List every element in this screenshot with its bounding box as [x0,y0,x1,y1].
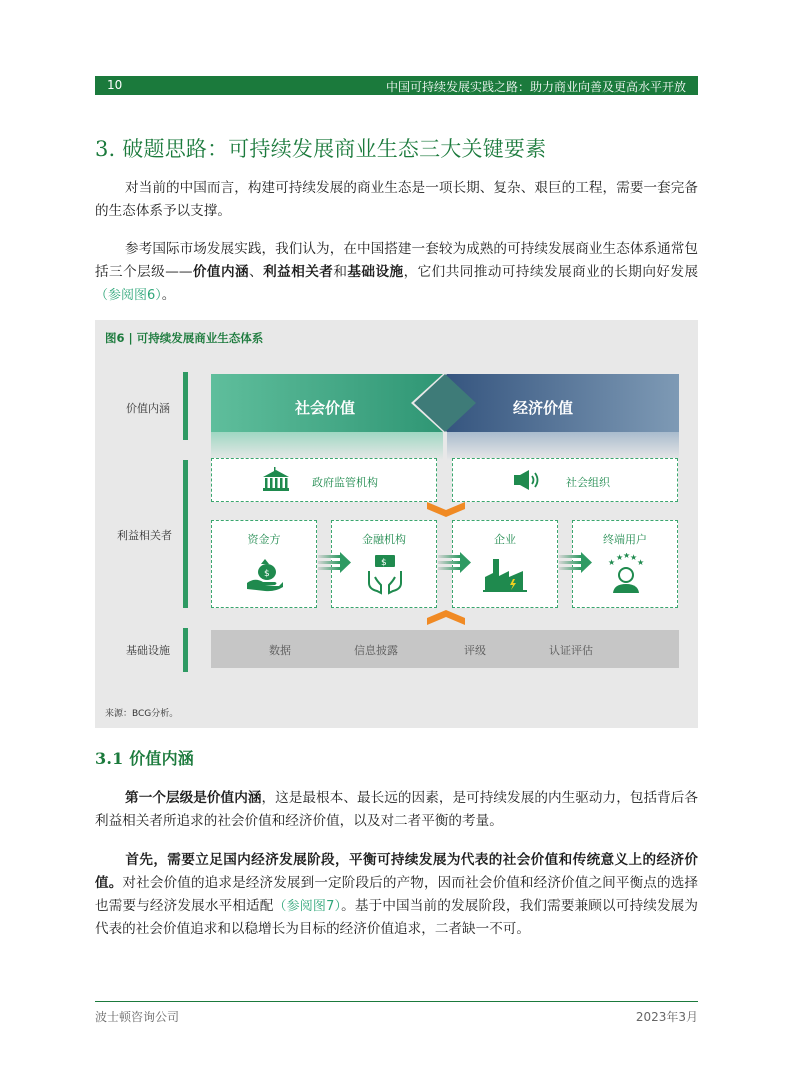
bold-term-value: 价值内涵 [192,264,250,280]
paragraph-text: ，这是最根本、最长远的因素，是可持续发展的内生驱动力，包括背后各利益相关者所追求的社会价值和经济价值，以及对二者平衡的考量。 [95,790,699,829]
chain-label-enterprise: 企业 [494,533,516,546]
figure-reference-link[interactable]: （参阅图6） [95,288,162,303]
footer-publisher: 波士顿咨询公司 [95,1010,180,1024]
row-label-value: 价值内涵 [126,402,170,415]
page-header-bar [95,76,698,95]
svg-text:★: ★ [616,553,624,562]
factory-icon [483,557,529,593]
figure-reference-link[interactable]: （参阅图7） [273,899,342,914]
svg-text:★: ★ [630,553,638,562]
infra-item-disclosure: 信息披露 [354,644,398,657]
megaphone-icon [513,469,543,491]
figure-caption: 图6 | 可持续发展商业生态体系 [105,331,264,345]
figure-source: 来源：BCG分析。 [105,709,179,719]
row-bar-stakeholders [183,460,188,608]
conjunction: 和 [333,264,348,280]
row-label-infrastructure: 基础设施 [126,644,170,657]
paragraph-text: 对社会价值的追求是经济发展到一定阶段后的产物，因而社会价值和经济价值之间平衡点的选择也需要与经济发展水平相适配 [95,875,699,914]
arrow-right-icon [559,552,593,574]
svg-text:★: ★ [637,558,645,567]
money-bag-hand-icon [245,557,285,593]
footer-divider [95,1001,698,1002]
arrow-right-icon [318,552,352,574]
bold-term-stakeholders: 利益相关者 [263,264,334,280]
row-bar-value [183,372,188,440]
bold-term-infrastructure: 基础设施 [347,264,404,280]
paragraph-first-layer [95,787,698,833]
government-building-icon [262,467,290,493]
paragraph-intro [95,177,698,223]
blue-reflection [447,432,679,460]
money-hands-icon [365,553,405,595]
social-value-label: 社会价值 [295,399,356,417]
infra-item-rating: 评级 [464,644,486,657]
svg-text:$: $ [264,569,270,579]
paragraph-first-point [95,849,698,941]
chain-label-financial-institution: 金融机构 [362,533,406,546]
separator: 、 [249,264,264,280]
footer-date: 2023年3月 [635,1010,698,1024]
arrow-right-icon [438,552,472,574]
infra-item-certification: 认证评估 [549,644,593,657]
paragraph-text: 。基于中国当前的发展阶段，我们需要兼顾以可持续发展为代表的社会价值追求和以稳增长为目标的经济价值追求，二者缺一不可。 [95,898,699,937]
bold-lead: 首先，需要立足国内经济发展阶段，平衡可持续发展为代表的社会价值和传统意义上的经济价值。 [95,852,698,891]
regulator-box [211,458,437,502]
running-title: 中国可持续发展实践之路：助力商业向善及更高水平开放 [385,80,686,94]
green-reflection [211,432,443,460]
punctuation: 。 [161,287,176,303]
user-with-stars-icon [606,553,646,595]
social-org-box [452,458,678,502]
paragraph-text: ，它们共同推动可持续发展商业的长期向好发展 [403,264,699,280]
figure-ecosystem [95,320,698,728]
svg-text:$: $ [381,558,387,568]
paragraph-text: 对当前的中国而言，构建可持续发展的商业生态是一项长期、复杂、艰巨的工程，需要一套完备的生态体系予以支撑。 [95,180,698,219]
chevron-down-icon [427,502,465,518]
social-org-label: 社会组织 [566,476,610,489]
infrastructure-box [211,630,679,668]
chain-label-funder: 资金方 [247,533,281,546]
subsection-title: 3.1 价值内涵 [95,749,195,768]
regulator-label: 政府监管机构 [312,476,378,489]
row-label-stakeholders: 利益相关者 [117,529,172,542]
chain-box-funder [211,520,317,608]
chevron-up-icon [427,610,465,626]
value-band-graphic [211,372,679,462]
section-title: 3. 破题思路：可持续发展商业生态三大关键要素 [95,137,547,161]
infra-item-data: 数据 [269,644,291,657]
row-bar-infrastructure [183,628,188,672]
paragraph-text: 参考国际市场发展实践，我们认为，在中国搭建一套较为成熟的可持续发展商业生态体系通常包括三个层级—— [95,241,698,280]
svg-text:★: ★ [608,558,616,567]
paragraph-layers [95,238,698,307]
page-number: 10 [107,78,123,92]
svg-text:★: ★ [623,553,631,560]
economic-value-label: 经济价值 [513,399,574,417]
chain-label-end-user: 终端用户 [603,533,647,546]
bold-lead: 第一个层级是价值内涵 [125,790,262,806]
